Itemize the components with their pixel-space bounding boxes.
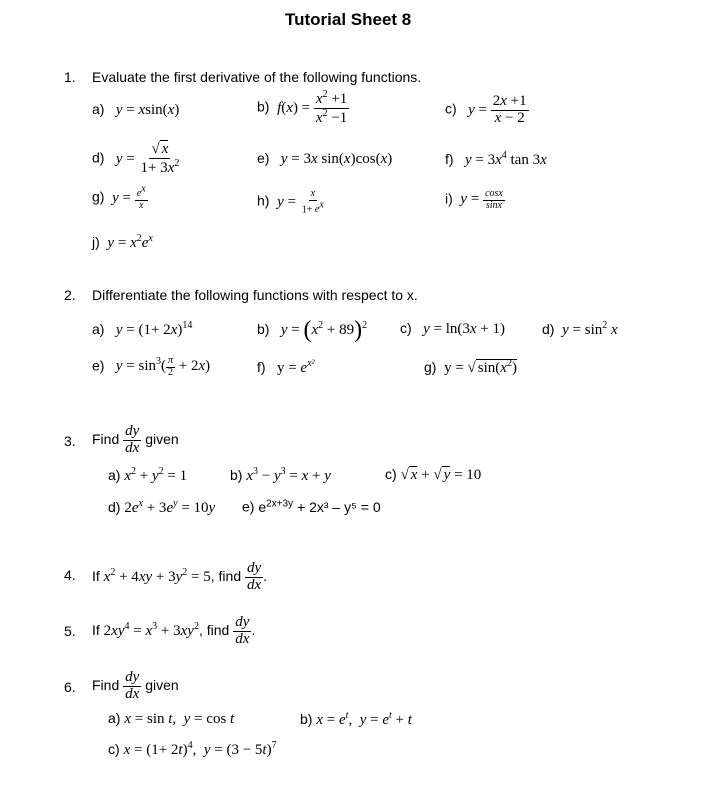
q4-expr: $x^2 + 4xy + 3y^2 = 5$	[103, 566, 211, 585]
q6-dydx: $\frac{dy}{dx}$	[125, 669, 140, 702]
q6b-label: b)	[300, 711, 313, 727]
q1f-expr: $y = 3x^4$ tan 3x	[464, 150, 547, 168]
q1d-label: d)	[92, 149, 105, 166]
q2c-expr: y = ln(3x + 1)	[423, 321, 505, 337]
q1f	[445, 150, 547, 169]
q6c-label: c)	[108, 741, 120, 757]
q1a	[92, 101, 179, 119]
q5-text: If $2xy^4 = x^3 + 3xy^2$, find $\frac{dy}{dx}$ .	[92, 614, 256, 647]
q2d-expr: $y = \sin^2 x$	[562, 320, 618, 338]
q2e-label: e)	[92, 357, 105, 374]
q2d-label: d)	[542, 321, 555, 337]
q1e-expr: y = 3x sin(x)cos(x)	[280, 151, 393, 167]
q3b	[230, 466, 331, 485]
q6c	[108, 740, 277, 759]
q1g-label: g)	[92, 188, 105, 205]
q1h	[257, 189, 326, 215]
q1e	[257, 150, 392, 168]
q6-given: given	[145, 676, 179, 693]
q4-find: , find	[210, 567, 242, 584]
q1i-label: i)	[445, 190, 453, 207]
q1j-expr: $y = x^2e^x$	[107, 233, 153, 251]
q6b-expr: $x = e^t$, $y = e^t + t$	[316, 710, 412, 728]
q2c-label: c)	[400, 320, 412, 336]
q2a-label: a)	[92, 321, 105, 337]
q3e	[242, 498, 381, 515]
q3a	[108, 466, 187, 485]
q1j	[92, 233, 153, 252]
q6a-expr: x = sin t, y = cos t	[124, 711, 235, 727]
q3d-expr: $2e^x + 3e^y = 10y$	[124, 498, 216, 516]
q3d	[108, 498, 215, 517]
q2g	[424, 358, 517, 377]
q2b-label: b)	[257, 321, 270, 337]
q1h-expr: y = $\frac{x}{1+ e^x}$	[277, 188, 324, 215]
q2g-label: g)	[424, 359, 437, 375]
q2d	[542, 320, 618, 339]
q1c	[445, 94, 529, 127]
q3c	[385, 466, 481, 484]
q2f-label: f)	[257, 359, 266, 375]
q6-find: Find	[92, 676, 120, 693]
q2f	[257, 358, 315, 377]
q6a-label: a)	[108, 710, 121, 726]
q4-number: 4.	[64, 567, 76, 583]
q6b	[300, 710, 412, 729]
q3c-expr: √ x + √ y = 10	[400, 467, 482, 483]
q1a-expr: y = xsin(x)	[115, 102, 180, 118]
q1-number: 1.	[64, 69, 76, 85]
q5-number: 5.	[64, 623, 76, 639]
q4-prefix: If	[92, 567, 100, 584]
q1e-label: e)	[257, 150, 270, 166]
q1a-label: a)	[92, 101, 105, 117]
q1d-expr: y = $\frac{√ x}{1+ 3x^2}$	[115, 141, 180, 176]
q2c	[400, 320, 505, 338]
q1i	[445, 189, 505, 211]
q3-header	[92, 424, 179, 457]
q3a-expr: $x^2 + y^2 = 1$	[124, 466, 188, 484]
q3a-label: a)	[108, 467, 121, 483]
q1g-expr: y = $\frac{e^x}{x}$	[112, 184, 146, 211]
q3e-label: e)	[242, 498, 255, 515]
q3b-expr: $x^3 - y^3 = x + y$	[246, 466, 331, 484]
q1d	[92, 142, 181, 177]
q3b-label: b)	[230, 467, 243, 483]
page-title: Tutorial Sheet 8	[285, 10, 412, 29]
q2f-expr: $y = e^{x^2}$	[269, 358, 315, 376]
q3e-expr: $e^{2x+3y} + 2x^3 - y^5 = 0$	[258, 498, 381, 515]
q2a-expr: $y = (1+ 2x)^{14}$	[115, 320, 193, 338]
q6-header	[92, 670, 179, 703]
q1c-expr: y = $\frac{2x +1}{x - 2}$	[468, 93, 527, 126]
q2-text: Differentiate the following functions with respect to x.	[92, 287, 418, 303]
q1b-expr: f(x) = $\frac{x^2 +1}{x^2 -1}$	[277, 89, 348, 126]
q4-text: If $x^2 + 4xy + 3y^2 = 5$, find $\frac{dy}{dx}$ .	[92, 560, 268, 593]
q6c-expr: $x = (1+ 2t)^4$, $y = (3 - 5t)^7$	[123, 740, 277, 758]
q1j-label: j)	[92, 234, 100, 250]
q2-number: 2.	[64, 287, 76, 303]
q1c-label: c)	[445, 100, 457, 117]
q3d-label: d)	[108, 499, 121, 515]
q1b	[257, 90, 349, 127]
q5-expr: $2xy^4 = x^3 + 3xy^2$	[103, 620, 199, 639]
q6a	[108, 710, 234, 728]
q5-dydx: $\frac{dy}{dx}$	[235, 614, 250, 647]
q1g	[92, 185, 148, 211]
q2b	[257, 317, 368, 343]
q3-number: 3.	[64, 433, 76, 449]
q3-find: Find	[92, 430, 120, 447]
q2a	[92, 320, 192, 339]
q5-prefix: If	[92, 621, 100, 638]
q4-dydx: $\frac{dy}{dx}$	[247, 560, 262, 593]
q1h-label: h)	[257, 192, 270, 209]
q2e-expr: $y = \sin^3$( $\frac{\pi}{2}$ + 2x)	[115, 355, 211, 378]
q3-given: given	[145, 430, 179, 447]
q3-dydx: $\frac{dy}{dx}$	[125, 423, 140, 456]
q2b-expr: $y = (x^2 + 89)^2$	[280, 317, 368, 343]
q1i-expr: y = $\frac{\cos x}{\sin x}$	[460, 188, 503, 211]
q2g-expr: y = √ $\sin(x^2)$	[440, 358, 517, 376]
q1f-label: f)	[445, 151, 454, 167]
q1-text: Evaluate the first derivative of the following functions.	[92, 69, 422, 85]
q6-number: 6.	[64, 679, 76, 695]
q2e	[92, 356, 210, 378]
q3c-label: c)	[385, 466, 397, 482]
q1b-label: b)	[257, 98, 270, 115]
q5-find: , find	[198, 621, 230, 638]
